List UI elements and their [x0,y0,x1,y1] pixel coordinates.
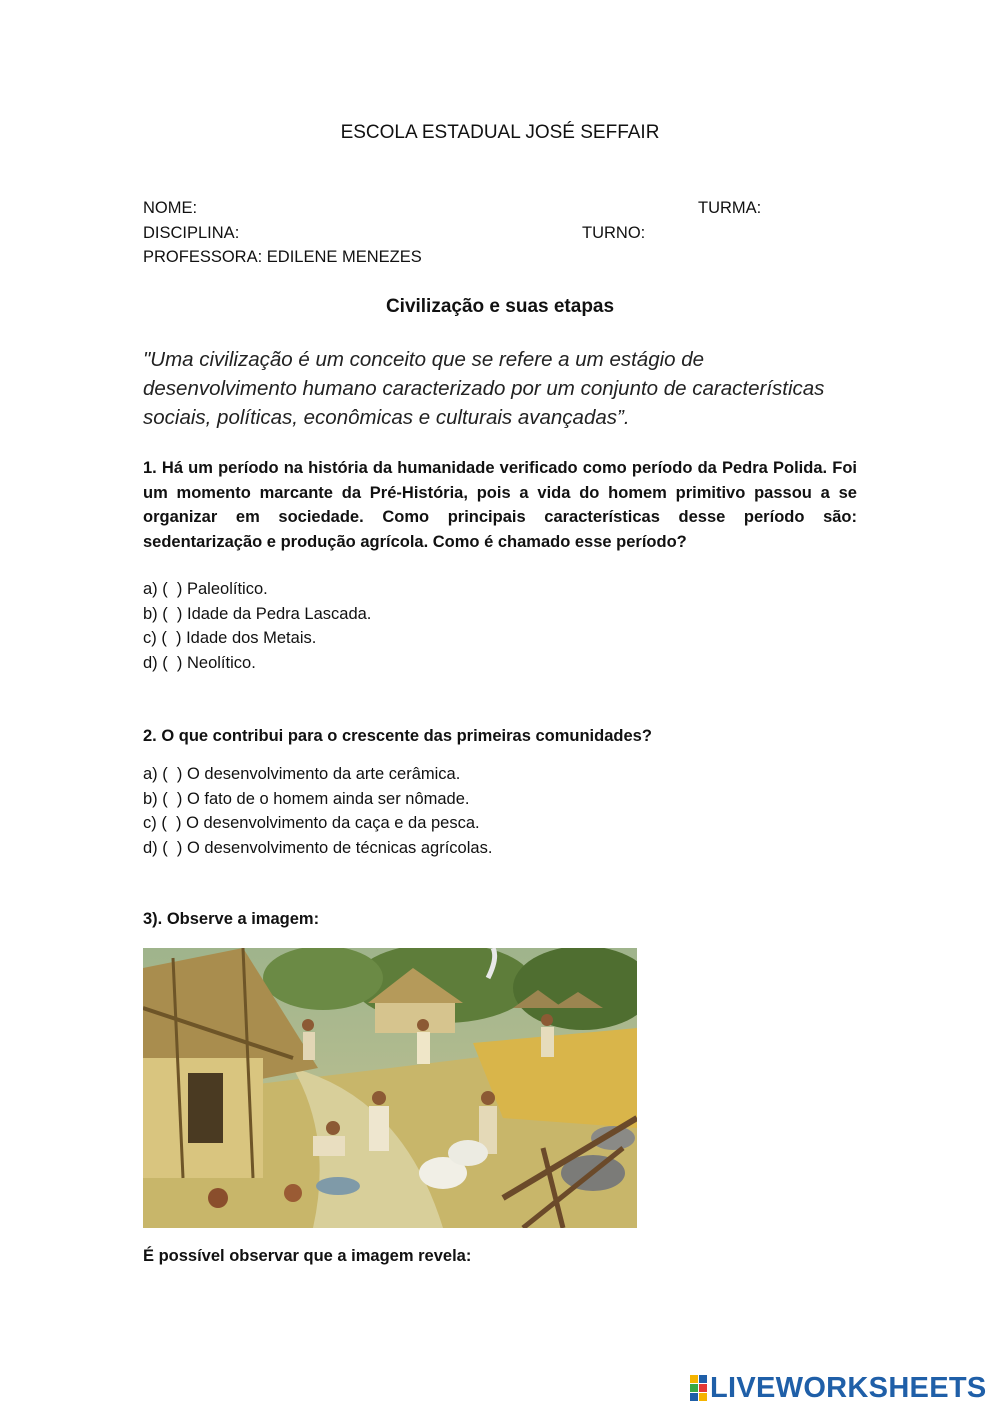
question-2: 2. O que contribui para o crescente das primeiras comunidades? [143,727,652,745]
option-c[interactable]: c) ( ) Idade dos Metais. [143,629,317,648]
option-d[interactable]: d) ( ) Neolítico. [143,653,256,672]
school-name: ESCOLA ESTADUAL JOSÉ SEFFAIR [340,122,660,143]
neolithic-village-illustration [143,948,637,1228]
teacher-label: PROFESSORA: EDILENE MENEZES [143,248,422,266]
logo-icon [690,1375,706,1401]
subject-label: DISCIPLINA: [143,224,240,242]
definition-quote: "Uma civilização é um conceito que se refere a um estágio de desenvolvimento humano caracterizado por um conjunto de características sociais, políticas, econômicas e culturais avançadas”. [143,348,825,429]
logo-text: LIVEWORKSHEETS [710,1371,987,1404]
liveworksheets-logo[interactable] [690,1370,990,1406]
question-1: 1. Há um período na história da humanidade verificado como período da Pedra Polida. Foi um momento marcante da Pré-História, pois a vida do homem primitivo passou a se organizar em sociedade. Como principais características desse período são: sedentarização e produção agrícola. Como é chamado esse período? [143,459,857,551]
question-1-options [143,577,371,675]
question-3-prompt: É possível observar que a imagem revela: [143,1247,472,1265]
option-c[interactable]: c) ( ) O desenvolvimento da caça e da pesca. [143,814,480,833]
class-label: TURMA: [698,199,762,217]
page-title: Civilização e suas etapas [385,296,615,317]
option-d[interactable]: d) ( ) O desenvolvimento de técnicas agrícolas. [143,838,493,857]
option-b[interactable]: b) ( ) Idade da Pedra Lascada. [143,604,372,623]
option-b[interactable]: b) ( ) O fato de o homem ainda ser nômade. [143,789,470,808]
option-a[interactable]: a) ( ) Paleolítico. [143,580,268,598]
name-label: NOME: [143,199,198,217]
option-a[interactable]: a) ( ) O desenvolvimento da arte cerâmica. [143,765,461,783]
question-2-options [143,762,492,860]
question-3: 3). Observe a imagem: [143,910,320,928]
shift-label: TURNO: [582,224,646,242]
